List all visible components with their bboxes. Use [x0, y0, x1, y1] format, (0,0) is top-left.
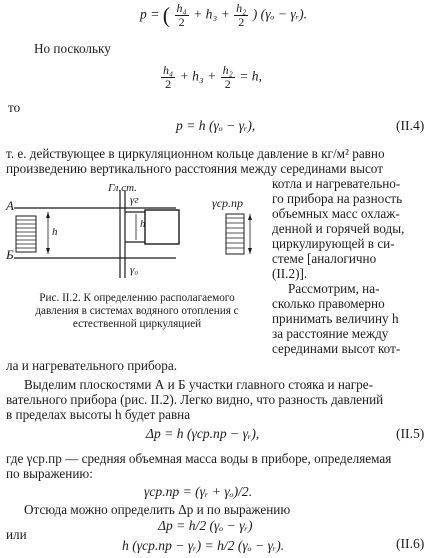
eq2-f1-den: 2 [165, 77, 172, 91]
figure-label-gamma-avg: γср.пр [212, 196, 244, 210]
para3-line2: по выражению: [6, 466, 93, 481]
eq2-f2-num: h₂ [222, 63, 233, 77]
text-no-poskolku: Но поскольку [34, 41, 111, 56]
equation-4: Δp = h (γср.пр − γᵣ), [146, 426, 260, 441]
right-line-6: стеме [аналогично [272, 251, 377, 266]
para1-line1: т. е. действующее в циркуляционном кольце давление в кг/м² равно [6, 146, 385, 161]
right-line-4: денной и горячей воды, [272, 221, 405, 236]
text-ili: или [6, 527, 27, 542]
equation-6: Δp = h/2 (γₒ − γᵣ) [158, 518, 253, 533]
figure-label-h2: h [140, 218, 146, 230]
right-line-5: циркулирующей в си- [272, 236, 395, 251]
para2-line1: ла и нагревательного прибора. [6, 358, 178, 373]
eq1-lhs: p = [140, 6, 160, 22]
equation-3-number: (II.4) [396, 118, 425, 133]
eq2-rhs: = h, [239, 68, 263, 84]
right-line-7: (II.2)]. [272, 266, 308, 281]
eq2-f1-num: h₄ [163, 63, 174, 77]
right-line-12: серединами высот кот- [272, 341, 401, 356]
eq1-f1-den: 2 [178, 15, 185, 29]
equation-1 [140, 2, 307, 29]
right-line-11: за расстояние между [272, 326, 389, 341]
equation-5: γср.пр = (γᵣ + γₒ)/2. [144, 484, 253, 499]
figure-caption: Рис. II.2. К определению располагаемого давления в системах водяного отопления с естественной циркуляцией [35, 292, 239, 330]
right-line-10: принимать величину h [272, 311, 399, 326]
equation-3: p = h (γₒ − γᵣ), [176, 118, 256, 133]
right-line-9: сколько правомерно [272, 296, 385, 311]
eq1-f2-den: 2 [238, 15, 245, 29]
figure-label-go: γ₀ [130, 264, 139, 276]
figure-label-gr: γг [130, 194, 139, 206]
figure-label-b: Б [6, 247, 14, 262]
paren: ( [162, 2, 171, 28]
equation-4-number: (II.5) [396, 426, 425, 441]
eq1-frac1 [175, 2, 189, 29]
para3-line1: где γср.пр — средняя объемная масса воды в приборе, определяемая [6, 451, 392, 466]
para4: Отсюда можно определить Δp и по выражению [24, 502, 291, 517]
heater-left-block [16, 216, 36, 252]
figure-label-a: А [6, 198, 14, 213]
eq2-mid: + h₃ + [179, 68, 217, 84]
equation-7-number: (II.6) [396, 536, 425, 551]
eq1-frac2 [234, 2, 248, 29]
eq1-mid: + h₃ + [193, 6, 230, 22]
para2-line4: в пределах высоты h будет равна [6, 407, 191, 422]
para2-line2: Выделим плоскостями А и Б участки главного стояка и нагре- [24, 377, 374, 392]
eq2-frac2 [221, 64, 235, 91]
para2-line3: вательного прибора (рис. II.2). Легко видно, что разность давлений [6, 392, 384, 407]
eq1-f1-num: h₄ [176, 1, 187, 15]
eq1-f2-num: h₂ [236, 1, 247, 15]
para1-line2: произведению вертикального расстояния между серединами высот [6, 161, 383, 176]
eq2-f2-den: 2 [224, 77, 231, 91]
figure-label-h1: h [52, 226, 58, 238]
right-line-1: котла и нагревательно- [272, 176, 401, 191]
right-line-2: го прибора на разность [272, 191, 403, 206]
text-to: то [8, 100, 21, 115]
right-line-3: объемных масс охлаж- [272, 206, 400, 221]
right-line-8: Рассмотрим, на- [288, 281, 380, 296]
equation-2 [160, 64, 262, 91]
figure-label-glst: Гл.ст. [108, 182, 137, 194]
eq1-rhs: ) (γₒ − γᵣ). [252, 6, 308, 22]
heater-right-block [145, 210, 179, 244]
equation-7: h (γср.пр − γᵣ) = h/2 (γₒ − γᵣ). [122, 538, 285, 553]
eq2-frac1 [161, 64, 175, 91]
